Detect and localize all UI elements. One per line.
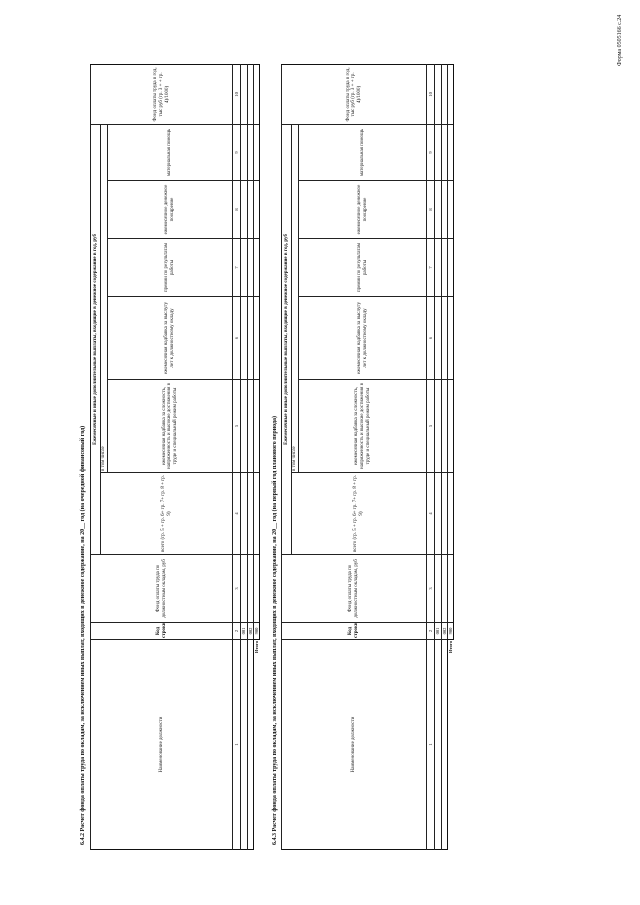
table-cell	[253, 124, 259, 180]
col-number: 6	[427, 297, 435, 380]
col-number: 6	[233, 297, 241, 380]
group-header: Ежемесячные и иные дополнительные выплаты, входящие в денежное содержание в год, руб	[91, 124, 101, 554]
col-total-header: всего (гр. 5 + гр. 6+ гр. 7+ гр. 8 + гр. 9)	[292, 473, 427, 555]
row-code: 900	[253, 623, 259, 640]
col-number: 9	[233, 124, 241, 180]
col-number: 4	[233, 473, 241, 555]
col-salary-fund-header: Фонд оплаты труда по должностным окладам, руб	[91, 555, 233, 623]
col-number: 5	[233, 380, 241, 473]
col-number: 8	[427, 181, 435, 239]
col-position-header: Наименование должности	[282, 640, 427, 850]
col-complexity-header: ежемесячная надбавка за сложность, напряженность и высокие достижения в труде и специальный режим работы	[299, 380, 427, 473]
col-number: 3	[233, 555, 241, 623]
col-number: 1	[427, 640, 435, 850]
subgroup-header: в том числе	[292, 124, 299, 472]
col-complexity-header: ежемесячная надбавка за сложность, напряженность и высокие достижения в труде и специальный режим работы	[108, 380, 233, 473]
col-number: 3	[427, 555, 435, 623]
total-label: Итого	[448, 641, 454, 654]
table-cell	[447, 380, 453, 473]
col-number: 10	[427, 64, 435, 124]
table-cell	[253, 555, 259, 623]
col-number: 9	[427, 124, 435, 180]
table-cell	[447, 181, 453, 239]
section-title-6-4-3: 6.4.3 Расчет фонда оплаты труда по окладам, за исключением иных выплат, входящих в денежное содержание, на 20__ год (на первый год планового периода)	[272, 415, 278, 845]
section-title-6-4-2: 6.4.2 Расчет фонда оплаты труда по окладам, за исключением иных выплат, входящих в денежное содержание, на 20__ год (на очередной финансовый год)	[80, 425, 86, 845]
col-number: 7	[233, 239, 241, 297]
col-total-header: всего (гр. 5 + гр. 6+ гр. 7+ гр. 8 + гр. 9)	[101, 473, 233, 555]
row-code: 002	[247, 623, 253, 640]
col-seniority-header: ежемесячная надбавка за выслугу лет к должностному окладу	[108, 297, 233, 380]
col-number: 2	[233, 623, 241, 640]
table-cell	[253, 380, 259, 473]
table-cell	[447, 473, 453, 555]
table-cell	[447, 64, 453, 124]
table-cell	[447, 239, 453, 297]
col-bonus-header: премии по результатам работы	[108, 239, 233, 297]
table-cell	[253, 181, 259, 239]
col-fund-year-header: Фонд оплаты труда в год, тыс руб (гр. 3 + + гр. 4)/1000)	[282, 64, 427, 124]
subgroup-header: в том числе	[101, 124, 108, 472]
table-cell	[447, 297, 453, 380]
col-seniority-header: ежемесячная надбавка за выслугу лет к должностному окладу	[299, 297, 427, 380]
col-fund-year-header: Фонд оплаты труда в год, тыс руб (гр. 3 + + гр. 4)/1000)	[91, 64, 233, 124]
col-position-header: Наименование должности	[91, 640, 233, 850]
col-number: 8	[233, 181, 241, 239]
row-code: 002	[441, 623, 447, 640]
table-cell	[253, 64, 259, 124]
col-number: 4	[427, 473, 435, 555]
salary-fund-table-current-year	[90, 65, 260, 850]
group-header: Ежемесячные и иные дополнительные выплаты, входящие в денежное содержание в год, руб	[282, 124, 292, 554]
col-code-header: Код строки	[91, 623, 233, 640]
col-salary-fund-header: Фонд оплаты труда по должностным окладам, руб	[282, 555, 427, 623]
table-cell	[447, 555, 453, 623]
table-cell	[253, 473, 259, 555]
form-number-label: Форма 0505166 с.24	[617, 14, 623, 66]
col-aid-header: материальная помощь	[299, 124, 427, 180]
table-cell	[253, 297, 259, 380]
col-number: 7	[427, 239, 435, 297]
row-code: 001	[241, 623, 247, 640]
col-code-header: Код строки	[282, 623, 427, 640]
col-bonus-header: премии по результатам работы	[299, 239, 427, 297]
salary-fund-table-first-planning-year	[281, 65, 454, 850]
col-incentive-header: ежемесячное денежное поощрение	[108, 181, 233, 239]
table-cell	[253, 239, 259, 297]
col-incentive-header: ежемесячное денежное поощрение	[299, 181, 427, 239]
col-number: 10	[233, 64, 241, 124]
col-number: 1	[233, 640, 241, 850]
col-number: 2	[427, 623, 435, 640]
total-label: Итого	[254, 641, 260, 654]
row-code: 001	[435, 623, 441, 640]
col-aid-header: материальная помощь	[108, 124, 233, 180]
row-code: 900	[447, 623, 453, 640]
table-cell	[447, 124, 453, 180]
col-number: 5	[427, 380, 435, 473]
